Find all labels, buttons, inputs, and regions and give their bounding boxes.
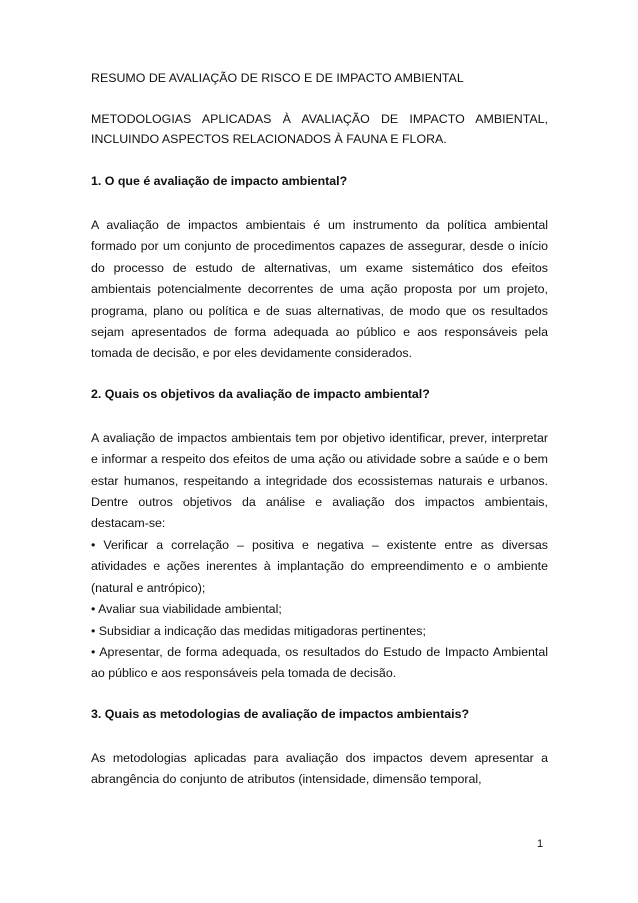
section-paragraph-1: A avaliação de impactos ambientais é um instrumento da política ambiental formado por um conjunto de procedimentos capazes de assegurar, desde o início do processo de estudo de alternativas, um exame sistemático dos efeitos ambientais potencialmente decorrentes de uma ação proposta por um projeto, programa, plano ou política e de suas alternativas, de modo que os resultados sejam apresentados de forma adequada ao público e aos responsáveis pela tomada de decisão, e por eles devidamente considerados. (91, 218, 548, 361)
document-title: RESUMO DE AVALIAÇÃO DE RISCO E DE IMPACTO AMBIENTAL (91, 71, 464, 85)
section-heading-3: 3. Quais as metodologias de avaliação de impactos ambientais? (91, 706, 470, 721)
page-number: 1 (537, 838, 544, 850)
bullet-item: • Avaliar sua viabilidade ambiental; (91, 602, 282, 617)
bullet-item: • Apresentar, de forma adequada, os resultados do Estudo de Impacto Ambiental ao público e aos responsáveis pela tomada de decisão. (91, 644, 548, 681)
section-paragraph-2: A avaliação de impactos ambientais tem por objetivo identificar, prever, interpretar e informar a respeito dos efeitos de uma ação ou atividade sobre a saúde e o bem estar humanos, respeitando a integridade dos ecossistemas naturais e urbanos. Dentre outros objetivos da análise e avaliação dos impactos ambientais, destacam-se: (91, 430, 548, 531)
section-paragraph-3: As metodologias aplicadas para avaliação dos impactos devem apresentar a abrangência do conjunto de atributos (intensidade, dimensão temporal, (91, 750, 548, 787)
bullet-item: • Verificar a correlação – positiva e negativa – existente entre as diversas atividades e ações inerentes à implantação do empreendimento e o ambiente (natural e antrópico); (91, 537, 548, 595)
bullet-item: • Subsidiar a indicação das medidas mitigadoras pertinentes; (91, 623, 426, 638)
document-subtitle: METODOLOGIAS APLICADAS À AVALIAÇÃO DE IMPACTO AMBIENTAL, INCLUINDO ASPECTOS RELACIONADOS À FAUNA E FLORA. (91, 112, 548, 146)
section-heading-1: 1. O que é avaliação de impacto ambiental? (91, 174, 348, 188)
section-heading-2: 2. Quais os objetivos da avaliação de impacto ambiental? (91, 386, 430, 401)
document-page (91, 70, 548, 812)
